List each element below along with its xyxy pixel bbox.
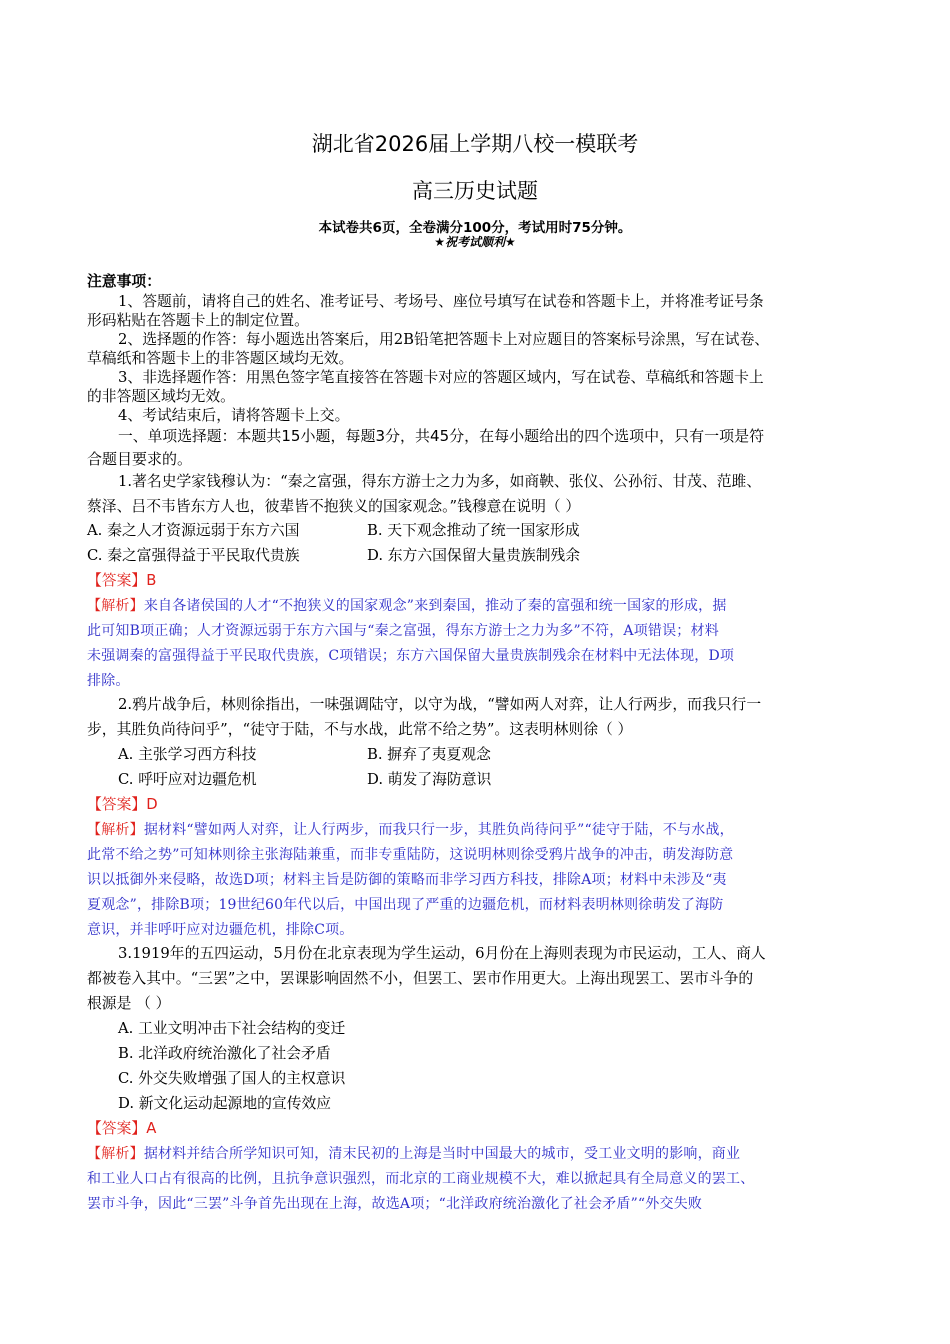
q2-stem: 步，其胜负尚待问乎”，“徒守于陆，不与水战，此常不给之势”。这表明林则徐（ ） bbox=[87, 721, 633, 738]
section-heading bbox=[118, 426, 764, 447]
exam-info: 本试卷共6页，全卷满分100分，考试用时75分钟。 bbox=[318, 220, 632, 236]
notice-line: 2、选择题的作答：每小题选出答案后，用2B铅笔把答题卡上对应题目的答案标号涂黑，写在试卷、 bbox=[118, 331, 770, 348]
notice-heading: 注意事项： bbox=[87, 273, 161, 290]
q2-analysis-line: 意识，并非呼吁应对边疆危机，排除C项。 bbox=[87, 922, 354, 938]
q3-analysis-line: 和工业人口占有很高的比例，且抗争意识强烈，而北京的工商业规模不大，难以掀起具有全局意义的罢工、 bbox=[87, 1171, 755, 1187]
q1-option-b: B. 天下观念推动了统一国家形成 bbox=[367, 522, 580, 539]
q3-analysis-line: 罢市斗争，因此“三罢”斗争首先出现在上海，故选A项；“北洋政府统治激化了社会矛盾”“外交失败 bbox=[87, 1196, 703, 1212]
notice-line: 1、答题前，请将自己的姓名、准考证号、考场号、座位号填写在试卷和答题卡上，并将准考证号条 bbox=[118, 293, 764, 310]
notice-line: 3、非选择题作答：用黑色签字笔直接答在答题卡对应的答题区域内，写在试卷、草稿纸和答题卡上 bbox=[118, 369, 764, 386]
q1-option-c: C. 秦之富强得益于平民取代贵族 bbox=[87, 547, 300, 564]
q2-analysis-line: 夏观念”，排除B项；19世纪60年代以后，中国出现了严重的边疆危机，而材料表明林则徐萌发了海防 bbox=[87, 897, 724, 913]
q2-option-d: D. 萌发了海防意识 bbox=[367, 771, 492, 788]
q2-answer bbox=[87, 795, 158, 815]
answer-value: A bbox=[146, 1120, 157, 1137]
q3-option-d: D. 新文化运动起源地的宣传效应 bbox=[118, 1095, 332, 1112]
notice-line: 的非答题区域均无效。 bbox=[87, 388, 235, 405]
q3-stem: 都被卷入其中。“三罢”之中，罢课影响固然不小，但罢工、罢市作用更大。上海出现罢工、罢市斗争的 bbox=[87, 970, 754, 987]
notice-line: 草稿纸和答题卡上的非答题区域均无效。 bbox=[87, 350, 354, 367]
q2-stem: 2.鸦片战争后，林则徐指出，一味强调陆守，以守为战，“譬如两人对弈，让人行两步，而我只行一 bbox=[118, 696, 762, 713]
analysis-label: 【解析】 bbox=[87, 1146, 144, 1162]
q2-option-b: B. 摒弃了夷夏观念 bbox=[367, 746, 491, 763]
q2-analysis: 【解析】据材料“譬如两人对弈，让人行两步，而我只行一步，其胜负尚待问乎”“徒守于陆，不与水战， bbox=[87, 822, 734, 838]
notice-line: 4、考试结束后，请将答题卡上交。 bbox=[118, 407, 350, 424]
q3-option-b: B. 北洋政府统治激化了社会矛盾 bbox=[118, 1045, 331, 1062]
analysis-label: 【解析】 bbox=[87, 598, 144, 614]
q1-stem: 1.著名史学家钱穆认为：“秦之富强，得东方游士之力为多，如商鞅、张仪、公孙衍、甘茂、范雎、 bbox=[118, 473, 762, 490]
q3-option-c: C. 外交失败增强了国人的主权意识 bbox=[118, 1070, 346, 1087]
section-prefix: 一、单项选择题： bbox=[118, 428, 237, 445]
q1-analysis-line: 未强调秦的富强得益于平民取代贵族，C项错误；东方六国保留大量贵族制残余在材料中无法体现，D项 bbox=[87, 648, 735, 664]
analysis-label: 【解析】 bbox=[87, 822, 144, 838]
q3-answer bbox=[87, 1119, 156, 1139]
q3-stem: 根源是 （ ） bbox=[87, 995, 171, 1012]
answer-label: 【答案】 bbox=[87, 1120, 147, 1137]
q3-option-a: A. 工业文明冲击下社会结构的变迁 bbox=[118, 1020, 346, 1037]
q2-option-a: A. 主张学习西方科技 bbox=[118, 746, 257, 763]
q1-option-d: D. 东方六国保留大量贵族制残余 bbox=[367, 547, 581, 564]
answer-label: 【答案】 bbox=[87, 796, 147, 813]
q2-analysis-line: 此常不给之势”可知林则徐主张海陆兼重，而非专重陆防，这说明林则徐受鸦片战争的冲击，萌发海防意 bbox=[87, 847, 734, 863]
q2-option-c: C. 呼吁应对边疆危机 bbox=[118, 771, 257, 788]
section-rule-cont: 合题目要求的。 bbox=[87, 450, 193, 468]
exam-title: 湖北省2026届上学期八校一模联考 bbox=[311, 132, 639, 156]
section-rule: 本题共15小题，每题3分，共45分，在每小题给出的四个选项中，只有一项是符 bbox=[236, 427, 765, 445]
exam-subtitle: 高三历史试题 bbox=[412, 179, 538, 203]
exam-wish: ★祝考试顺利★ bbox=[434, 235, 516, 249]
q1-stem: 蔡泽、吕不韦皆东方人也，彼辈皆不抱狭义的国家观念。”钱穆意在说明（ ） bbox=[87, 498, 581, 515]
q3-stem: 3.1919年的五四运动，5月份在北京表现为学生运动，6月份在上海则表现为市民运动，工人、商人 bbox=[118, 945, 766, 962]
q1-analysis-line: 此可知B项正确；人才资源远弱于东方六国与“秦之富强，得东方游士之力为多”不符，A项错误；材料 bbox=[87, 623, 719, 639]
notice-line: 形码粘贴在答题卡上的制定位置。 bbox=[87, 312, 309, 329]
answer-label: 【答案】 bbox=[87, 572, 147, 589]
q1-option-a: A. 秦之人才资源远弱于东方六国 bbox=[87, 522, 300, 539]
q1-analysis-line: 排除。 bbox=[87, 673, 130, 689]
q1-answer bbox=[87, 571, 156, 591]
q3-analysis: 【解析】据材料并结合所学知识可知，清末民初的上海是当时中国最大的城市，受工业文明的影响，商业 bbox=[87, 1146, 741, 1162]
q2-analysis-line: 识以抵御外来侵略，故选D项；材料主旨是防御的策略而非学习西方科技，排除A项；材料中未涉及“夷 bbox=[87, 872, 727, 888]
q1-analysis: 【解析】来自各诸侯国的人才“不抱狭义的国家观念”来到秦国，推动了秦的富强和统一国家的形成，据 bbox=[87, 598, 727, 614]
answer-value: D bbox=[146, 796, 158, 813]
answer-value: B bbox=[146, 572, 157, 589]
